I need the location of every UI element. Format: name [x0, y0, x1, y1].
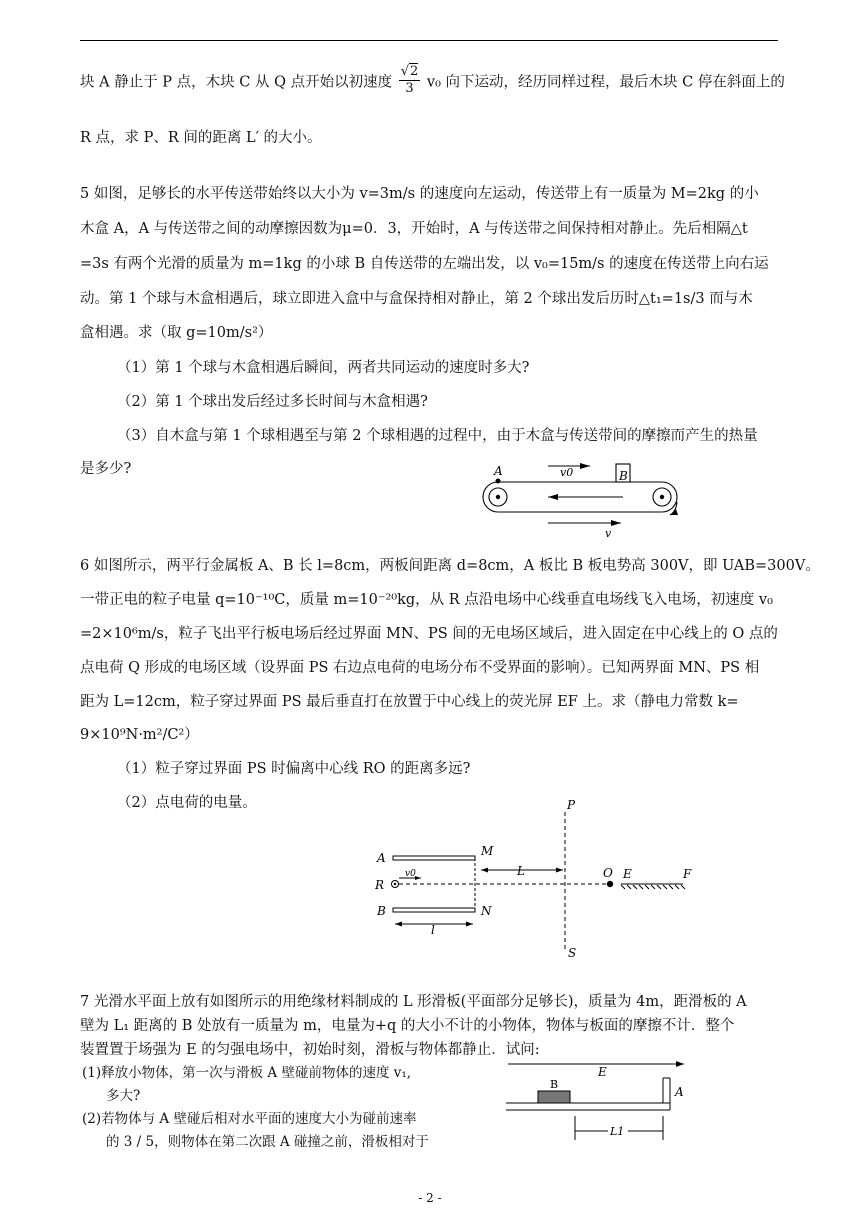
fig6-label-b: B	[377, 904, 386, 918]
fig5-label-v0: v0	[560, 466, 574, 479]
q6-line-5: 距为 L=12cm，粒子穿过界面 PS 最后垂直打在放置于中心线上的荧光屏 EF 上。求（静电力常数 k=	[80, 694, 739, 710]
fig5-label-v: v	[605, 527, 612, 540]
header-rule	[80, 40, 778, 41]
fig6-label-v0: v0	[405, 869, 416, 879]
q6-sub-2: （2）点电荷的电量。	[117, 795, 257, 811]
q5-sub-3a: （3）自木盒与第 1 个球相遇至与第 2 个球相遇的过程中，由于木盒与传送带间的摩擦而产生的热量	[117, 428, 758, 444]
fig6-label-o: O	[603, 866, 613, 880]
fig6-label-l-big: L	[517, 864, 525, 878]
fig6-label-n: N	[481, 904, 492, 918]
page-number: - 2 -	[418, 1191, 442, 1205]
fig6-label-a: A	[377, 851, 386, 865]
q6-line-6: 9×10⁹N·m²/C²）	[80, 727, 199, 743]
fig5-label-a: A	[494, 464, 503, 478]
q5-line-2: 木盒 A，A 与传送带之间的动摩擦因数为μ=0．3，开始时，A 与传送带之间保持相对静止。先后相隔△t	[80, 221, 748, 237]
q7-sub-1b: 多大?	[106, 1088, 141, 1104]
prev-problem-line-2: R 点，求 P、R 间的距离 L′ 的大小。	[80, 130, 322, 146]
q5-line-5: 盒相遇。求（取 g=10m/s²）	[80, 325, 273, 341]
fig7-label-l1: L1	[610, 1125, 625, 1138]
q5-sub-3b: 是多少?	[80, 461, 132, 477]
fig6-label-s: S	[568, 946, 577, 960]
fig6-label-l-small: l	[431, 923, 435, 937]
l-shaped-plate-figure	[498, 1058, 713, 1148]
q7-line-3: 装置置于场强为 E 的匀强电场中，初始时刻，滑板与物体都静止．试问:	[80, 1042, 540, 1058]
q6-line-1: 6 如图所示，两平行金属板 A、B 长 l=8cm，两板间距离 d=8cm，A 板比 B 板电势高 300V，即 UAB=300V。	[80, 558, 820, 574]
fig6-label-p: P	[567, 798, 576, 812]
fig7-label-e: E	[598, 1065, 607, 1079]
q7-sub-1a: (1)释放小物体，第一次与滑板 A 壁碰前物体的速度 v₁,	[82, 1065, 412, 1081]
q6-line-2: 一带正电的粒子电量 q=10⁻¹⁰C，质量 m=10⁻²⁰kg，从 R 点沿电场中心线垂直电场线飞入电场，初速度 v₀	[80, 592, 773, 608]
fig6-label-r: R	[375, 878, 385, 892]
q6-sub-1: （1）粒子穿过界面 PS 时偏离中心线 RO 的距离多远?	[117, 761, 471, 777]
radicand: 2	[410, 64, 419, 79]
fig7-label-b: B	[550, 1078, 559, 1091]
fig7-label-a: A	[675, 1085, 684, 1099]
q7-sub-2a: (2)若物体与 A 壁碰后相对水平面的速度大小为碰前速率	[82, 1111, 417, 1127]
q7-sub-2b: 的 3 / 5，则物体在第二次跟 A 碰撞之前，滑板相对于	[106, 1134, 429, 1150]
prev-problem-line-1	[80, 64, 785, 99]
parallel-plates-figure	[365, 792, 705, 972]
fig5-label-b: B	[619, 469, 628, 483]
fig6-label-m: M	[481, 844, 494, 858]
prev-line-1-part-a: 块 A 静止于 P 点，木块 C 从 Q 点开始以初速度	[80, 74, 393, 91]
q7-line-2: 壁为 L₁ 距离的 B 处放有一质量为 m，电量为+q 的大小不计的小物体，物体与板面的摩擦不计．整个	[80, 1018, 735, 1034]
q5-sub-1: （1）第 1 个球与木盒相遇后瞬间，两者共同运动的速度时多大?	[117, 360, 530, 376]
q5-sub-2: （2）第 1 个球出发后经过多长时间与木盒相遇?	[117, 394, 428, 410]
prev-line-1-part-b: v₀ 向下运动，经历同样过程，最后木块 C 停在斜面上的	[426, 74, 785, 91]
q5-line-3: =3s 有两个光滑的质量为 m=1kg 的小球 B 自传送带的左端出发，以 v₀=15m/s 的速度在传送带上向右运	[80, 256, 769, 272]
fraction-sqrt2-over-3: $\frac{√2}{3}$	[400, 64, 419, 96]
conveyor-belt-figure	[478, 460, 688, 540]
q5-line-1: 5 如图，足够长的水平传送带始终以大小为 v=3m/s 的速度向左运动，传送带上有一质量为 M=2kg 的小	[80, 186, 759, 202]
q7-line-1: 7 光滑水平面上放有如图所示的用绝缘材料制成的 L 形滑板(平面部分足够长)，质量为 4m，距滑板的 A	[80, 994, 747, 1010]
q6-line-3: =2×10⁶m/s，粒子飞出平行板电场后经过界面 MN、PS 间的无电场区域后，进入固定在中心线上的 O 点的	[80, 626, 778, 642]
denominator: 3	[405, 81, 414, 96]
fig6-label-e: E	[623, 867, 632, 881]
q5-line-4: 动。第 1 个球与木盒相遇后，球立即进入盒中与盒保持相对静止，第 2 个球出发后历时△t₁=1s/3 而与木	[80, 291, 753, 307]
fig6-label-f: F	[683, 867, 692, 881]
q6-line-4: 点电荷 Q 形成的电场区域（设界面 PS 右边点电荷的电场分布不受界面的影响）。已知两界面 MN、PS 相	[80, 660, 760, 676]
